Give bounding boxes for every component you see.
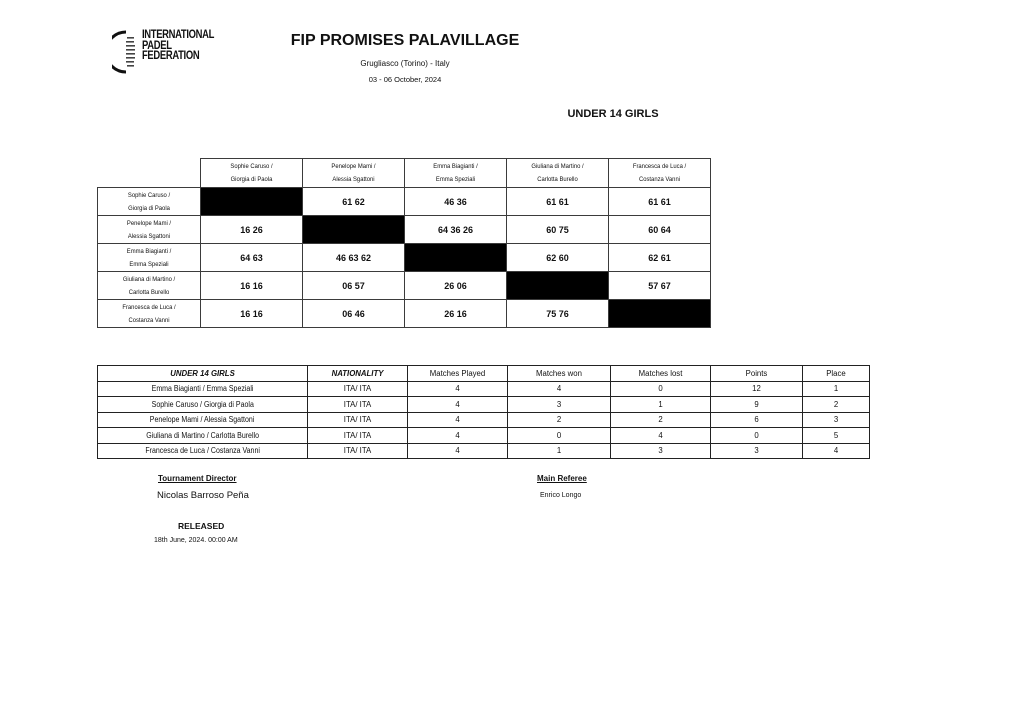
nationality-cell: ITA/ ITA bbox=[308, 397, 408, 413]
team-cell: Francesca de Luca / Costanza Vanni bbox=[98, 443, 308, 459]
won-cell: 4 bbox=[508, 381, 611, 397]
matrix-row bbox=[98, 244, 711, 272]
matrix-row bbox=[98, 272, 711, 300]
nationality-cell: ITA/ ITA bbox=[308, 443, 408, 459]
lost-column-header: Matches lost bbox=[611, 366, 711, 382]
nationality-cell: ITA/ ITA bbox=[308, 428, 408, 444]
matrix-row bbox=[98, 216, 711, 244]
matrix-col-header: Giuliana di Martino / Carlotta Burello bbox=[507, 159, 609, 188]
matrix-blank-cell bbox=[201, 188, 303, 216]
fip-logo-icon bbox=[112, 30, 142, 74]
won-cell: 0 bbox=[508, 428, 611, 444]
score-cell: 60 64 bbox=[609, 216, 711, 244]
matrix-row-header: Francesca de Luca / Costanza Vanni bbox=[98, 300, 201, 328]
place-column-header: Place bbox=[803, 366, 870, 382]
score-cell: 60 75 bbox=[507, 216, 609, 244]
event-dates: 03 - 06 October, 2024 bbox=[368, 75, 442, 84]
score-cell: 64 36 26 bbox=[405, 216, 507, 244]
played-cell: 4 bbox=[408, 412, 508, 428]
played-cell: 4 bbox=[408, 397, 508, 413]
page-title: FIP PROMISES PALAVILLAGE bbox=[290, 32, 520, 49]
points-column-header: Points bbox=[711, 366, 803, 382]
released-label: RELEASED bbox=[178, 521, 225, 531]
tournament-director-name: Nicolas Barroso Peña bbox=[157, 490, 249, 501]
lost-cell: 1 bbox=[611, 397, 711, 413]
tournament-director-label: Tournament Director bbox=[158, 474, 237, 483]
main-referee-label: Main Referee bbox=[537, 474, 587, 483]
table-row bbox=[98, 381, 870, 397]
score-cell: 16 16 bbox=[201, 300, 303, 328]
logo-wordmark: INTERNATIONAL PADEL FEDERATION bbox=[142, 29, 215, 62]
place-cell: 2 bbox=[803, 397, 870, 413]
points-cell: 3 bbox=[711, 443, 803, 459]
score-cell: 61 61 bbox=[507, 188, 609, 216]
matrix-blank-cell bbox=[405, 244, 507, 272]
score-cell: 61 61 bbox=[609, 188, 711, 216]
lost-cell: 0 bbox=[611, 381, 711, 397]
matrix-col-header: Penelope Mami / Alessia Sgattoni bbox=[303, 159, 405, 188]
played-cell: 4 bbox=[408, 428, 508, 444]
place-cell: 4 bbox=[803, 443, 870, 459]
standings-table bbox=[97, 365, 870, 459]
won-cell: 3 bbox=[508, 397, 611, 413]
event-location: Grugliasco (Torino) - Italy bbox=[360, 59, 450, 68]
played-cell: 4 bbox=[408, 443, 508, 459]
score-cell: 16 16 bbox=[201, 272, 303, 300]
lost-cell: 4 bbox=[611, 428, 711, 444]
matrix-col-header: Sophie Caruso / Giorgia di Paola bbox=[201, 159, 303, 188]
score-cell: 46 36 bbox=[405, 188, 507, 216]
released-date: 18th June, 2024. 00:00 AM bbox=[154, 537, 238, 544]
matrix-row-header: Emma Biagianti / Emma Speziali bbox=[98, 244, 201, 272]
score-cell: 46 63 62 bbox=[303, 244, 405, 272]
matrix-blank-cell bbox=[609, 300, 711, 328]
nationality-cell: ITA/ ITA bbox=[308, 412, 408, 428]
score-cell: 61 62 bbox=[303, 188, 405, 216]
place-cell: 3 bbox=[803, 412, 870, 428]
score-cell: 62 61 bbox=[609, 244, 711, 272]
team-cell: Sophie Caruso / Giorgia di Paola bbox=[98, 397, 308, 413]
score-cell: 06 57 bbox=[303, 272, 405, 300]
score-cell: 57 67 bbox=[609, 272, 711, 300]
nationality-cell: ITA/ ITA bbox=[308, 381, 408, 397]
won-cell: 1 bbox=[508, 443, 611, 459]
team-cell: Penelope Mami / Alessia Sgattoni bbox=[98, 412, 308, 428]
won-column-header: Matches won bbox=[508, 366, 611, 382]
matrix-blank-cell bbox=[303, 216, 405, 244]
score-cell: 64 63 bbox=[201, 244, 303, 272]
standings-header-row bbox=[98, 366, 870, 382]
matrix-row-header: Sophie Caruso / Giorgia di Paola bbox=[98, 188, 201, 216]
points-cell: 0 bbox=[711, 428, 803, 444]
matrix-corner bbox=[98, 159, 201, 188]
nationality-column-header: NATIONALITY bbox=[308, 366, 408, 382]
lost-cell: 3 bbox=[611, 443, 711, 459]
score-cell: 16 26 bbox=[201, 216, 303, 244]
team-cell: Giuliana di Martino / Carlotta Burello bbox=[98, 428, 308, 444]
matrix-blank-cell bbox=[507, 272, 609, 300]
matrix-row-header: Giuliana di Martino / Carlotta Burello bbox=[98, 272, 201, 300]
team-cell: Emma Biagianti / Emma Speziali bbox=[98, 381, 308, 397]
score-cell: 06 46 bbox=[303, 300, 405, 328]
score-cell: 26 16 bbox=[405, 300, 507, 328]
table-row bbox=[98, 412, 870, 428]
points-cell: 9 bbox=[711, 397, 803, 413]
table-row bbox=[98, 397, 870, 413]
matrix-row bbox=[98, 300, 711, 328]
fip-logo bbox=[108, 28, 215, 76]
played-column-header: Matches Played bbox=[408, 366, 508, 382]
matrix-row bbox=[98, 188, 711, 216]
results-matrix bbox=[97, 158, 711, 328]
matrix-header-row bbox=[98, 159, 711, 188]
table-row bbox=[98, 443, 870, 459]
points-cell: 12 bbox=[711, 381, 803, 397]
matrix-row-header: Penelope Mami / Alessia Sgattoni bbox=[98, 216, 201, 244]
score-cell: 62 60 bbox=[507, 244, 609, 272]
played-cell: 4 bbox=[408, 381, 508, 397]
score-cell: 26 06 bbox=[405, 272, 507, 300]
category-title: UNDER 14 GIRLS bbox=[567, 108, 659, 120]
points-cell: 6 bbox=[711, 412, 803, 428]
matrix-col-header: Emma Biagianti / Emma Speziali bbox=[405, 159, 507, 188]
category-column-header: UNDER 14 GIRLS bbox=[98, 366, 308, 382]
won-cell: 2 bbox=[508, 412, 611, 428]
matrix-col-header: Francesca de Luca / Costanza Vanni bbox=[609, 159, 711, 188]
lost-cell: 2 bbox=[611, 412, 711, 428]
main-referee-name: Enrico Longo bbox=[540, 492, 582, 499]
table-row bbox=[98, 428, 870, 444]
score-cell: 75 76 bbox=[507, 300, 609, 328]
place-cell: 5 bbox=[803, 428, 870, 444]
place-cell: 1 bbox=[803, 381, 870, 397]
